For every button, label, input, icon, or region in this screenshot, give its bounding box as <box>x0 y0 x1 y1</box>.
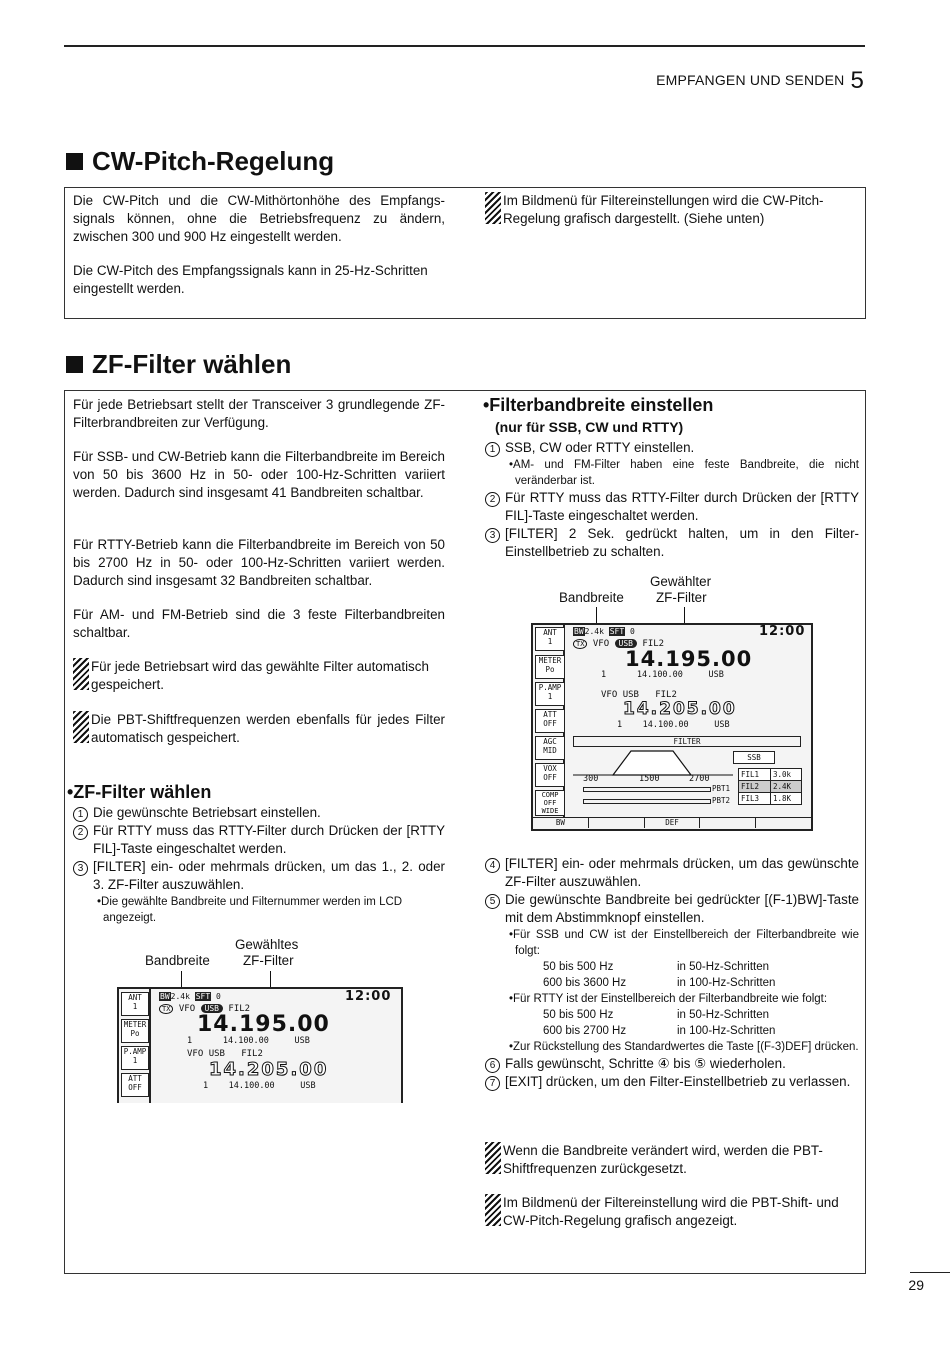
cw-pitch-box <box>64 187 866 319</box>
zf-p1: Für jede Betriebsart stellt der Transceiver 3 grundlegende ZF-Filterbrandbreiten zur Verfügung. <box>73 397 445 430</box>
note-icon <box>485 192 501 224</box>
lcd-clock: 12:00 <box>759 624 806 639</box>
top-rule <box>64 45 865 47</box>
lcd-sub-line-2: 1 14.100.00 USB <box>617 720 730 730</box>
lcd-ssb-key[interactable]: SSB <box>733 751 775 764</box>
step-7: 7 [EXIT] drücken, um den Filter-Einstellbetrieb zu verlassen. <box>485 1073 859 1091</box>
lcd-sub-line-2: 1 14.100.00 USB <box>203 1081 316 1091</box>
lcd-main-frequency: 14.195.00 <box>197 1012 330 1037</box>
step-2: 2 Für RTTY muss das RTTY-Filter durch Drücken der [RTTY FIL]-Taste eingeschaltet werden. <box>73 822 445 858</box>
cw-pitch-p1: Die CW-Pitch und die CW-Mithörtonhöhe des Empfangs-signals können, ohne die Betriebsfrequenz zu ändern, zwischen 300 und 900 Hz eingestellt werden. <box>73 193 445 244</box>
zf-note1-text: Für jede Betriebsart wird das gewählte Filter automatisch gespeichert. <box>91 659 429 692</box>
zf-note2-text: Die PBT-Shiftfrequenzen werden ebenfalls für jedes Filter automatisch gespeichert. <box>91 712 445 745</box>
lcd-main-frequency: 14.195.00 <box>625 647 753 671</box>
zf-p4: Für AM- und FM-Betrieb sind die 3 feste Filterbandbreiten schaltbar. <box>73 607 445 640</box>
step-4: 4 [FILTER] ein- oder mehrmals drücken, um das gewünschte ZF-Filter auszuwählen. <box>485 855 859 891</box>
zf-p2: Für SSB- und CW-Betrieb kann die Filterbandbreite im Bereich von 50 bis 3600 Hz in 50- oder 100-Hz-Schritten variiert werden. Dadurch sind insgesamt 41 Bandbreiten schaltbar. <box>73 449 445 500</box>
lcd-pamp-key[interactable]: P.AMP 1 <box>121 1046 149 1070</box>
step-6: 6 Falls gewünscht, Schritte ④ bis ⑤ wiederholen. <box>485 1055 859 1073</box>
lcd-fkey-def[interactable]: DEF <box>645 818 701 828</box>
lcd-vfo-row: TX VFO USB FIL2 <box>159 1004 250 1014</box>
subB-bullet1: •AM- und FM-Filter haben eine feste Bandbreite, die nicht veränderbar ist. <box>509 459 859 487</box>
table-rtty: 50 bis 500 Hz in 50-Hz-Schritten 600 bis 2700 Hz in 100-Hz-Schritten <box>543 1009 776 1037</box>
section1-title-text: CW-Pitch-Regelung <box>92 146 335 176</box>
lcd-pamp-key[interactable]: P.AMP 1 <box>535 682 565 706</box>
lcd-bw-row: BW2.4k SFT 0 <box>160 992 221 1001</box>
label-selected-1: Gewählter <box>650 574 712 589</box>
note-icon <box>485 1142 501 1174</box>
subB-note2-text: Im Bildmenü der Filtereinstellung wird die PBT-Shift- und CW-Pitch-Regelung grafisch angezeigt. <box>503 1195 839 1228</box>
lcd-vfo2-row: VFO USB FIL2 <box>601 690 677 700</box>
step-1: 1 SSB, CW oder RTTY einstellen. <box>485 439 859 457</box>
subsection-bandwidth-subtitle: (nur für SSB, CW und RTTY) <box>495 419 684 435</box>
subA-bullet: •Die gewählte Bandbreite und Filternummer werden im LCD angezeigt. <box>97 896 403 924</box>
lcd-clock: 12:00 <box>345 989 392 1004</box>
cw-pitch-note-text: Im Bildmenü für Filtereinstellungen wird die CW-Pitch-Regelung grafisch dargestellt. (Siehe unten) <box>503 193 824 226</box>
chapter-number: 5 <box>850 67 864 94</box>
lcd-fil-row[interactable]: FIL3 1.8K <box>741 794 792 803</box>
lcd-meter-key[interactable]: METER Po <box>535 655 565 679</box>
running-head <box>656 64 864 92</box>
subB-note1 <box>485 1142 859 1178</box>
lcd-filter-list <box>738 768 802 805</box>
lcd-pbt2-bar[interactable] <box>583 799 711 804</box>
lcd-small <box>117 987 403 1103</box>
lcd-ant-key[interactable]: ANT 1 <box>535 627 565 651</box>
lcd-sub-line: 1 14.100.00 USB <box>601 670 724 680</box>
lcd-scale-2700: 2700 <box>689 774 710 784</box>
label-selected-2: ZF-Filter <box>243 953 294 968</box>
page-number: 29 <box>908 1277 924 1293</box>
subB-steps2 <box>485 855 859 1091</box>
lcd-scale-300: 300 <box>583 774 599 784</box>
lcd-fil-row-selected[interactable]: FIL2 2.4K <box>739 781 801 793</box>
note-icon <box>73 711 89 743</box>
lcd-ant-key[interactable]: ANT 1 <box>121 992 149 1016</box>
subB-steps1 <box>485 439 859 561</box>
step-2: 2 Für RTTY muss das RTTY-Filter durch Drücken der [RTTY FIL]-Taste eingeschaltet werden. <box>485 489 859 525</box>
lcd-vfo2-row: VFO USB FIL2 <box>187 1049 263 1059</box>
section2-title-text: ZF-Filter wählen <box>92 349 292 379</box>
lcd-scale-1500: 1500 <box>639 774 660 784</box>
lcd-vox-key[interactable]: VOX OFF <box>535 763 565 787</box>
section-square-icon <box>66 356 83 373</box>
subB-note1-text: Wenn die Bandbreite verändert wird, werden die PBT-Shiftfrequenzen zurückgesetzt. <box>503 1143 823 1176</box>
running-head-title: EMPFANGEN UND SENDEN <box>656 72 845 88</box>
lcd-pbt2-label: PBT2 <box>712 796 731 805</box>
lcd-fkey-4[interactable] <box>700 818 756 828</box>
lcd-sub-frequency: 14.205.00 <box>623 699 737 719</box>
zf-filter-box <box>64 390 866 1274</box>
section-title-cw-pitch <box>66 146 334 177</box>
note-icon <box>73 658 89 690</box>
zf-note2 <box>73 711 445 747</box>
label-selected-2: ZF-Filter <box>656 590 707 605</box>
page-rule <box>910 1272 950 1273</box>
lcd-sub-frequency: 14.205.00 <box>209 1059 329 1080</box>
step-3: 3 [FILTER] ein- oder mehrmals drücken, um das 1., 2. oder 3. ZF-Filter auszuwählen. <box>73 858 445 894</box>
lcd-fkey-5[interactable] <box>756 818 811 828</box>
lcd-vfo-row: TX VFO USB FIL2 <box>573 639 664 649</box>
lcd-agc-key[interactable]: AGC MID <box>535 736 565 760</box>
label-selected-1: Gewähltes <box>235 937 299 952</box>
step-3: 3 [FILTER] 2 Sek. gedrückt halten, um in den Filter-Einstellbetrieb zu schalten. <box>485 525 859 561</box>
lcd-bw-row: BW2.4k SFT 0 <box>574 627 635 636</box>
cw-pitch-note <box>485 192 857 228</box>
zf-p3: Für RTTY-Betrieb kann die Filterbandbreite im Bereich von 50 bis 2700 Hz in 50- oder 100-Hz-Schritten variiert werden. Dadurch sind insgesamt 32 Bandbreiten schaltbar. <box>73 537 445 588</box>
note-icon <box>485 1194 501 1226</box>
lcd-function-keys <box>533 817 811 828</box>
zf-note1 <box>73 658 445 694</box>
lcd-att-key[interactable]: ATT OFF <box>121 1073 149 1097</box>
lcd-large <box>531 623 813 831</box>
label-bandwidth: Bandbreite <box>145 953 210 968</box>
lcd-filter-title: FILTER <box>573 736 801 747</box>
lcd-fkey-bw[interactable]: BW <box>533 818 589 828</box>
lcd-passband-shape <box>573 747 733 777</box>
bullet-def: •Zur Rückstellung des Standardwertes die Taste [(F-3)DEF] drücken. <box>509 1041 859 1053</box>
subA-steps <box>73 804 445 926</box>
lcd-pbt1-label: PBT1 <box>712 784 731 793</box>
subsection-bandwidth-title: •Filterbandbreite einstellen <box>483 395 714 415</box>
lcd-comp-key[interactable]: COMP OFF WIDE <box>535 790 565 816</box>
lcd-sub-line: 1 14.100.00 USB <box>187 1036 310 1046</box>
section-square-icon <box>66 153 83 170</box>
lcd-pbt1-bar[interactable] <box>583 787 711 792</box>
label-bandwidth: Bandbreite <box>559 590 624 605</box>
bullet-rtty: •Für RTTY ist der Einstellbereich der Filterbandbreite wie folgt: <box>509 993 828 1005</box>
table-ssb: 50 bis 500 Hz in 50-Hz-Schritten 600 bis 3600 Hz in 100-Hz-Schritten <box>543 961 776 989</box>
lcd-fil-row[interactable]: FIL1 3.0k <box>739 769 801 781</box>
step-5: 5 Die gewünschte Bandbreite bei gedrückter [(F-1)BW]-Taste mit dem Abstimmknopf einstellen. <box>485 891 859 927</box>
lcd-att-key[interactable]: ATT OFF <box>535 709 565 733</box>
bullet-ssb: •Für SSB und CW ist der Einstellbereich der Filterbandbreite wie folgt: <box>509 929 859 957</box>
lcd-fkey-2[interactable] <box>589 818 645 828</box>
section-title-zf-filter <box>66 349 291 380</box>
cw-pitch-p2: Die CW-Pitch des Empfangssignals kann in 25-Hz-Schritten eingestellt werden. <box>73 263 428 296</box>
step-1: 1 Die gewünschte Betriebsart einstellen. <box>73 804 445 822</box>
subB-note2 <box>485 1194 859 1230</box>
lcd-meter-key[interactable]: METER Po <box>121 1019 149 1043</box>
subsection-zf-filter-title: •ZF-Filter wählen <box>67 782 212 802</box>
